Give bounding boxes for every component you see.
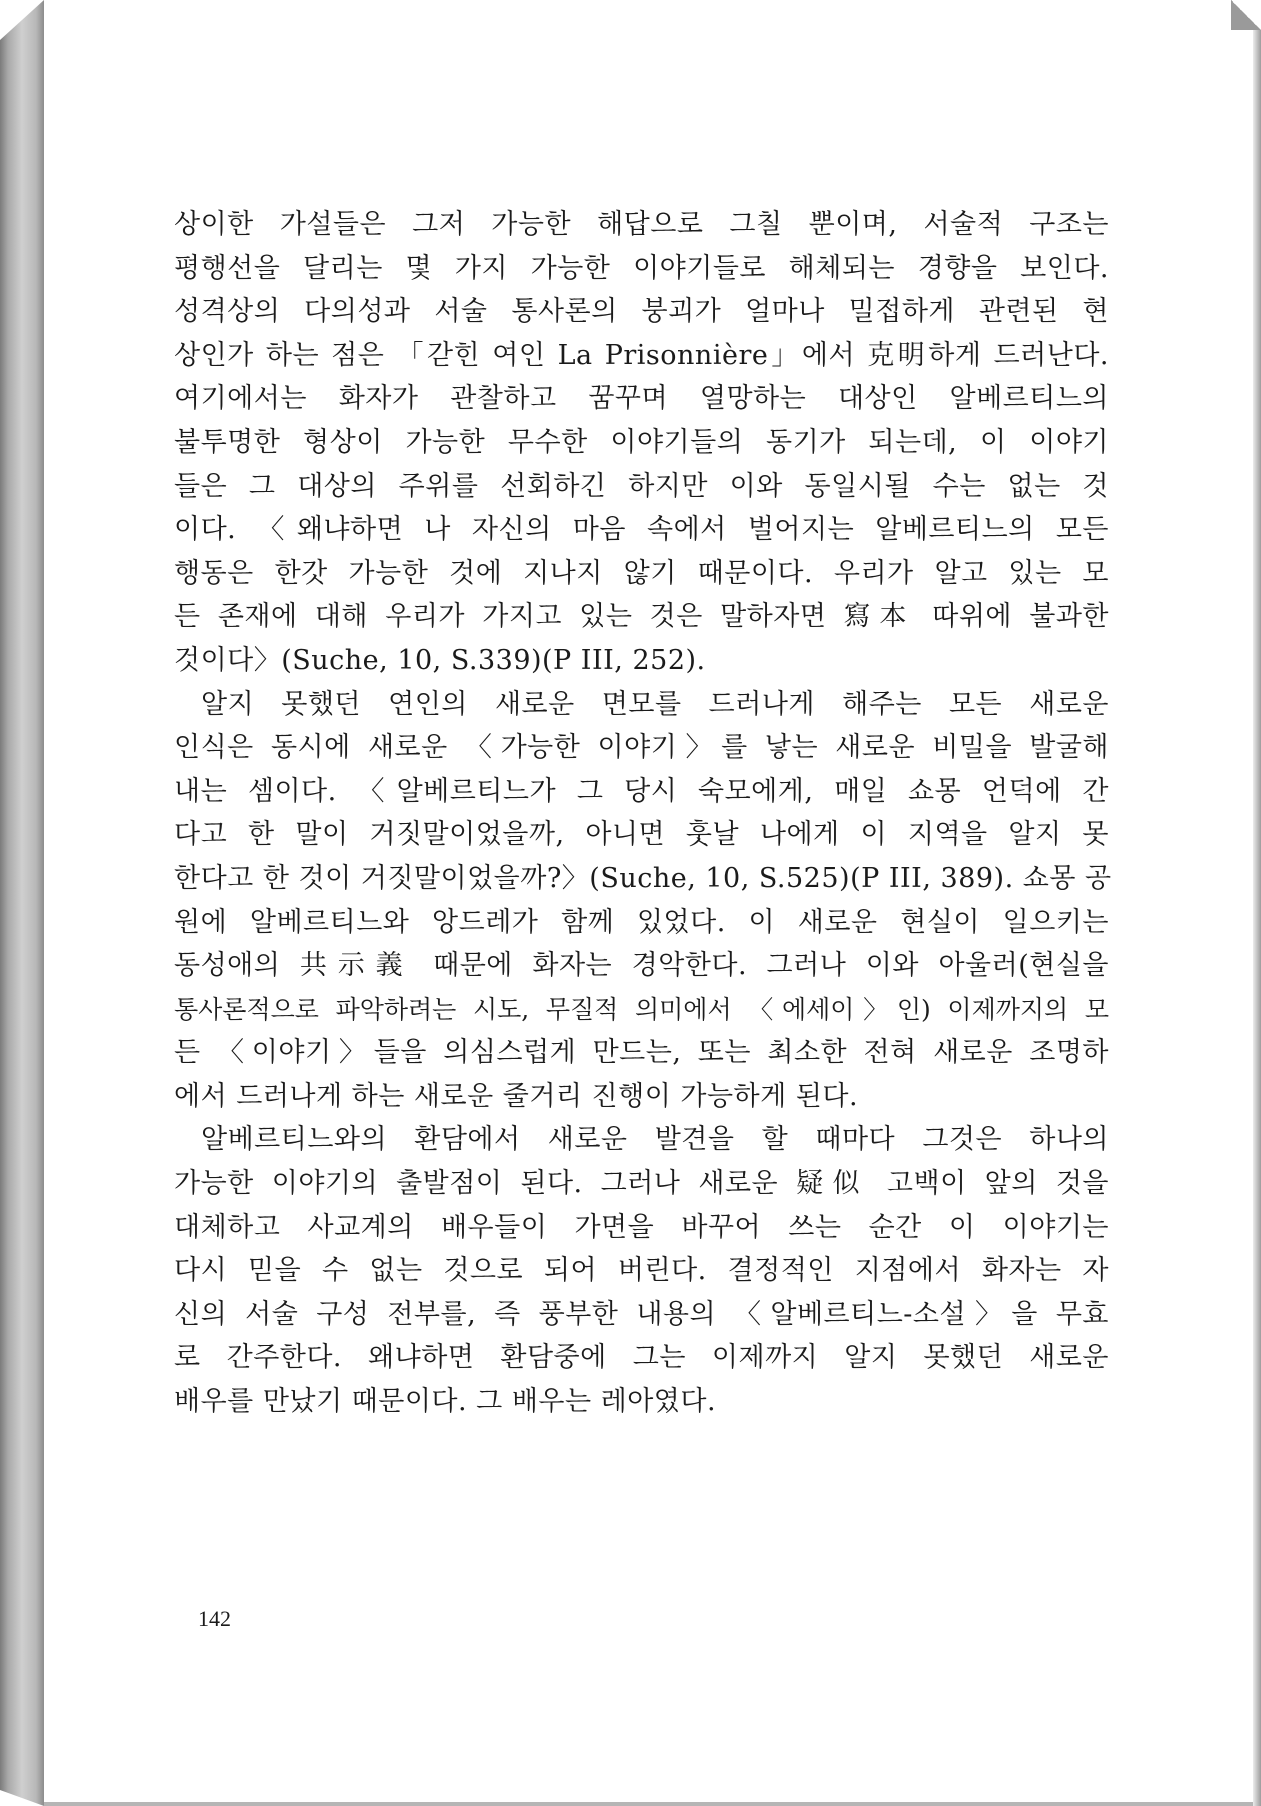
page-right-edge: [1253, 28, 1261, 1806]
text-line: 신의 서술 구성 전부를, 즉 풍부한 내용의 〈알베르티느-소설〉을 무효: [174, 1298, 1109, 1330]
text-line: 인식은 동시에 새로운 〈가능한 이야기〉를 낳는 새로운 비밀을 발굴해: [174, 732, 1109, 764]
text-line: 다시 믿을 수 없는 것으로 되어 버린다. 결정적인 지점에서 화자는 자: [174, 1255, 1109, 1287]
text-line: 상인가 하는 점은 「갇힌 여인 La Prisonnière」에서 克明하게 드러난다.: [174, 339, 1109, 371]
text-line: 배우를 만났기 때문이다. 그 배우는 레아였다.: [174, 1386, 717, 1418]
body-text: [174, 203, 1112, 1424]
text-line: 동성애의 共示義 때문에 화자는 경악한다. 그러나 이와 아울러(현실을: [174, 950, 1109, 982]
text-line: 든 존재에 대해 우리가 가지고 있는 것은 말하자면 寫本 따위에 불과한: [174, 601, 1109, 633]
text-line: 알지 못했던 연인의 새로운 면모를 드러나게 해주는 모든 새로운: [201, 688, 1109, 720]
paragraph-2: [174, 683, 1112, 1119]
text-line: 에서 드러나게 하는 새로운 줄거리 진행이 가능하게 된다.: [174, 1080, 859, 1112]
paragraph-1: [174, 203, 1109, 683]
text-line: 들은 그 대상의 주위를 선회하긴 하지만 이와 동일시될 수는 없는 것: [174, 470, 1109, 502]
text-line: 대체하고 사교계의 배우들이 가면을 바꾸어 쓰는 순간 이 이야기는: [174, 1211, 1109, 1243]
book-spine: [0, 0, 44, 1806]
text-line: 이다. 〈왜냐하면 나 자신의 마음 속에서 벌어지는 알베르티느의 모든: [174, 514, 1109, 546]
text-line: 로 간주한다. 왜냐하면 환담중에 그는 이제까지 알지 못했던 새로운: [174, 1342, 1109, 1374]
paragraph-3: [174, 1118, 1109, 1423]
page-number: 142: [198, 1606, 231, 1631]
text-line: 것이다〉(Suche, 10, S.339)(P III, 252).: [174, 644, 706, 676]
text-line: 알베르티느와의 환담에서 새로운 발견을 할 때마다 그것은 하나의: [201, 1124, 1109, 1156]
text-line: 가능한 이야기의 출발점이 된다. 그러나 새로운 疑似 고백이 앞의 것을: [174, 1168, 1109, 1200]
text-line: 행동은 한갓 가능한 것에 지나지 않기 때문이다. 우리가 알고 있는 모: [174, 557, 1109, 589]
text-line: 원에 알베르티느와 앙드레가 함께 있었다. 이 새로운 현실이 일으키는: [174, 906, 1109, 938]
text-line: 통사론적으로 파악하려는 시도, 무질적 의미에서 〈에세이〉인) 이제까지의 모: [174, 994, 1109, 1024]
text-line: 불투명한 형상이 가능한 무수한 이야기들의 동기가 되는데, 이 이야기: [174, 426, 1109, 458]
page-corner-fold: [1231, 0, 1261, 30]
text-line: 상이한 가설들은 그저 가능한 해답으로 그칠 뿐이며, 서술적 구조는: [174, 209, 1109, 240]
text-line: 평행선을 달리는 몇 가지 가능한 이야기들로 해체되는 경향을 보인다.: [174, 252, 1109, 284]
text-line: 내는 셈이다. 〈알베르티느가 그 당시 숙모에게, 매일 쇼몽 언덕에 간: [174, 775, 1109, 807]
text-line: 한다고 한 것이 거짓말이었을까?〉(Suche, 10, S.525)(P III, 389). 쇼몽 공: [174, 862, 1112, 894]
text-line: 성격상의 다의성과 서술 통사론의 붕괴가 얼마나 밀접하게 관련된 현: [174, 296, 1109, 328]
page-bottom-edge: [44, 1802, 1253, 1806]
text-line: 다고 한 말이 거짓말이었을까, 아니면 훗날 나에게 이 지역을 알지 못: [174, 819, 1109, 851]
text-line: 여기에서는 화자가 관찰하고 꿈꾸며 열망하는 대상인 알베르티느의: [174, 383, 1109, 415]
text-line: 든 〈이야기〉들을 의심스럽게 만드는, 또는 최소한 전혀 새로운 조명하: [174, 1037, 1109, 1069]
